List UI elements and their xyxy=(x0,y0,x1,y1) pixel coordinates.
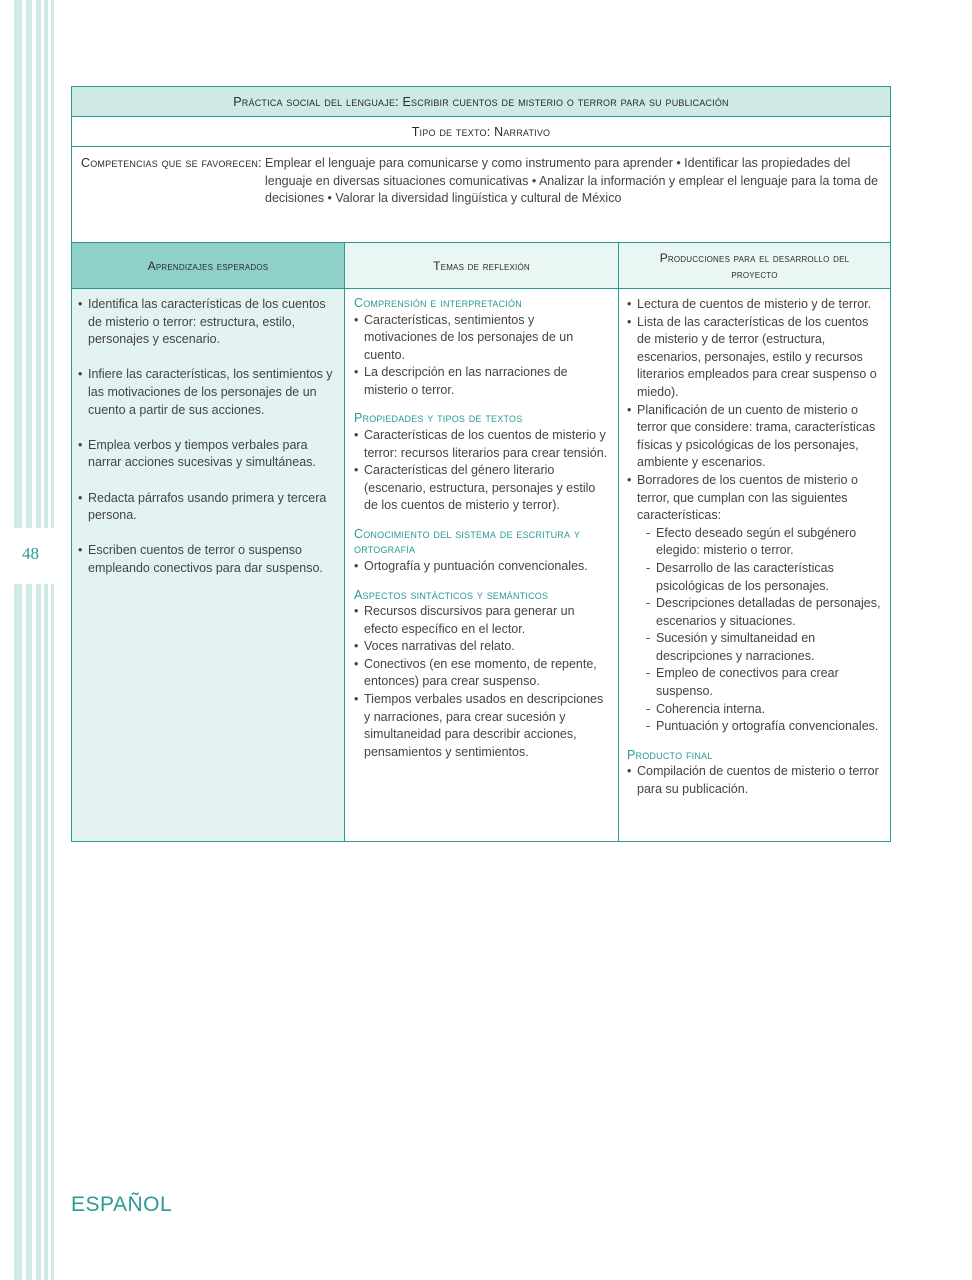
list-item: • Lista de las características de los cuentos de misterio y de terror (estructura, escenarios, personajes, estilo y recursos literarios empleados para crear suspenso o miedo). xyxy=(627,314,884,402)
column-producciones xyxy=(619,289,890,841)
competencies-text: Emplear el lenguaje para comunicarse y como instrumento para aprender • Identificar las propiedades del lenguaje en diversas situaciones comunicativas • Analizar la información y emplear el lenguaje para la toma de decisiones • Valorar la diversidad lingüística y cultural de México xyxy=(265,156,879,205)
list-item: • Infiere las características, los sentimientos y las motivaciones de los personajes de un cuento a partir de sus acciones. xyxy=(78,366,338,419)
list-item: • Compilación de cuentos de misterio o terror para su publicación. xyxy=(627,763,884,798)
list-item: • Conectivos (en ese momento, de repente, entonces) para crear suspenso. xyxy=(354,656,610,691)
text-type: Tipo de texto: Narrativo xyxy=(72,117,890,147)
decorative-margin-stripes xyxy=(0,0,60,1280)
list-item: • Emplea verbos y tiempos verbales para narrar acciones sucesivas y simultáneas. xyxy=(78,437,338,472)
list-item: • Identifica las características de los cuentos de misterio o terror: estructura, estilo, personajes y escenario. xyxy=(78,296,338,349)
sub-list-item: - Descripciones detalladas de personajes, escenarios y situaciones. xyxy=(637,595,884,630)
section-heading: Comprensión e interpretación xyxy=(354,296,522,310)
list-item: • Ortografía y puntuación convencionales. xyxy=(354,558,610,576)
table-body xyxy=(72,289,890,841)
list-item: • La descripción en las narraciones de misterio o terror. xyxy=(354,364,610,399)
column-headers xyxy=(72,243,890,289)
list-item: • Recursos discursivos para generar un efecto específico en el lector. xyxy=(354,603,610,638)
header-temas: Temas de reflexión xyxy=(345,243,619,288)
table-title: Práctica social del lenguaje: Escribir cuentos de misterio o terror para su publicación xyxy=(72,87,890,117)
competencies-row xyxy=(72,147,890,243)
column-temas xyxy=(345,289,619,841)
list-item: • Características del género literario (escenario, estructura, personajes y estilo de los cuentos de misterio y terror). xyxy=(354,462,610,515)
section-heading: Producto final xyxy=(627,747,713,762)
list-item: • Características de los cuentos de misterio y terror: recursos literarios para crear tensión. xyxy=(354,427,610,462)
subject-label: ESPAÑOL xyxy=(71,1193,173,1216)
list-item: • Borradores de los cuentos de misterio o terror, que cumplan con las siguientes características: xyxy=(627,472,884,525)
sub-list-item: - Coherencia interna. xyxy=(637,701,884,719)
sub-list-item: - Puntuación y ortografía convencionales. xyxy=(637,718,884,736)
list-item: • Voces narrativas del relato. xyxy=(354,638,610,656)
header-aprendizajes: Aprendizajes esperados xyxy=(72,243,345,288)
section-heading: Propiedades y tipos de textos xyxy=(354,411,523,426)
section-heading: Aspectos sintácticos y semánticos xyxy=(354,587,549,602)
list-item: • Planificación de un cuento de misterio o terror que considere: trama, características físicas y psicológicas de los personajes, ambiente y escenarios. xyxy=(627,402,884,472)
header-producciones-text: Producciones para el desarrollo del proyecto xyxy=(659,250,850,281)
list-item: • Escriben cuentos de terror o suspenso empleando conectivos para dar suspenso. xyxy=(78,542,338,577)
section-heading: Conocimiento del sistema de escritura y ortografía xyxy=(354,526,581,557)
competencies-label: Competencias que se favorecen: xyxy=(81,156,262,170)
sub-list-item: - Empleo de conectivos para crear suspenso. xyxy=(637,665,884,700)
list-item: • Características, sentimientos y motivaciones de los personajes de un cuento. xyxy=(354,312,610,365)
sub-list-item: - Efecto deseado según el subgénero elegido: misterio o terror. xyxy=(637,525,884,560)
sub-list-item: - Desarrollo de las características psicológicas de los personajes. xyxy=(637,560,884,595)
header-producciones xyxy=(619,243,890,288)
curriculum-table xyxy=(71,86,891,842)
page-number: 48 xyxy=(22,544,39,563)
sub-list-item: - Sucesión y simultaneidad en descripciones y narraciones. xyxy=(637,630,884,665)
column-aprendizajes xyxy=(72,289,345,841)
list-item: • Lectura de cuentos de misterio y de terror. xyxy=(627,296,884,314)
list-item: • Redacta párrafos usando primera y tercera persona. xyxy=(78,490,338,525)
list-item: • Tiempos verbales usados en descripciones y narraciones, para crear sucesión y simultaneidad para describir acciones, pensamientos y sentimientos. xyxy=(354,691,610,761)
